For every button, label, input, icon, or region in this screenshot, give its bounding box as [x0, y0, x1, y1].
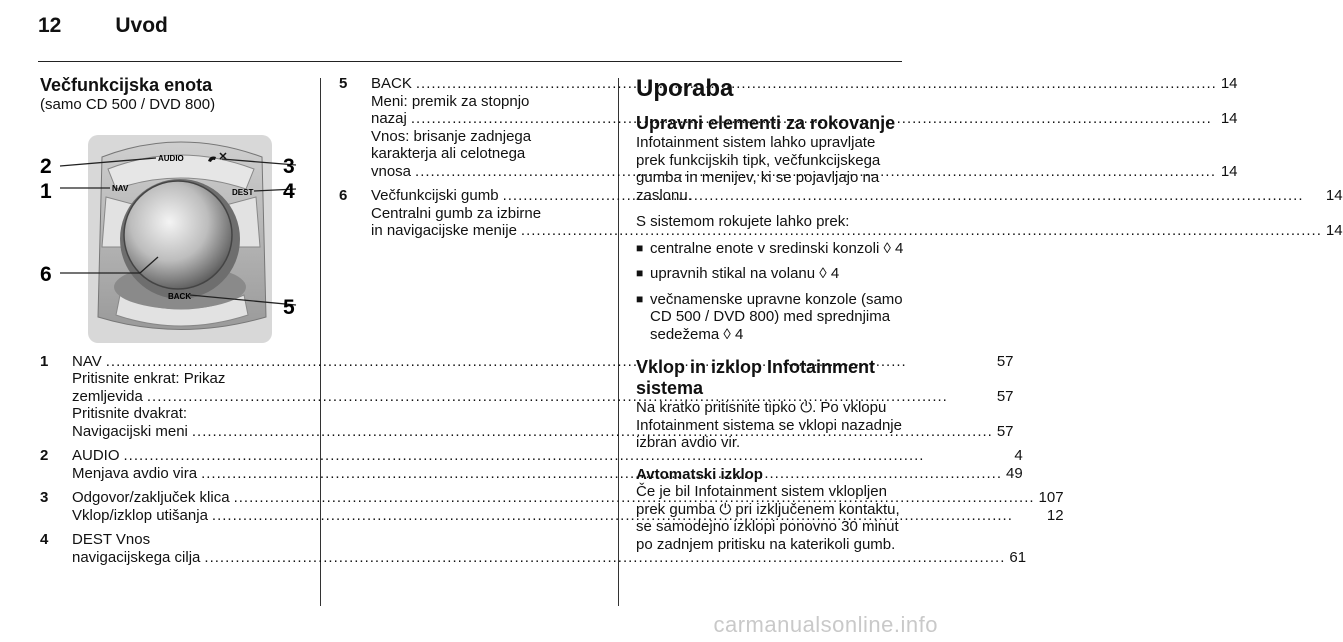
section-subtitle: (samo CD 500 / DVD 800) [40, 96, 216, 113]
page-ref: 57 [996, 352, 1014, 370]
entry-4 [40, 531, 1027, 566]
entry-line: Centralni gumb za izbirne [371, 204, 542, 222]
entry-number: 1 [40, 352, 49, 370]
bullet-item: ■ upravnih stikal na volanu ◊ 4 [636, 265, 840, 282]
page-ref: 107 [1038, 489, 1064, 506]
entry-line: BACK ..... 14 [371, 75, 1238, 93]
entry-line: Večfunkcijski gumb ..... 14 [371, 187, 1343, 205]
subsection-title-power: Vklop in izklop Infotainment sistema [636, 357, 876, 398]
entry-line: DEST Vnos [72, 531, 151, 548]
auto-off-paragraph: Če je bil Infotainment sistem vklopljen prek gumba ⏻ pri izključenem kontaktu, se samodejno izklopi ponovno 30 minut po zadnjem pritisku na katerikoli gumb. [636, 483, 900, 553]
watermark: carmanualsonline.info [713, 612, 938, 637]
column-divider-1 [320, 78, 321, 606]
controls-intro: S sistemom rokujete lahko prek: [636, 213, 850, 230]
entry-line: Menjava avdio vira ..... 49 [72, 465, 1023, 483]
entry-line: Odgovor/zaključek klica ..... 107 [72, 489, 1064, 507]
page-ref: 14 [1220, 162, 1238, 180]
controls-paragraph: Infotainment sistem lahko upravljate prek funkcijskih tipk, večfunkcijskega gumba in menijev, ki se pojavljajo na zaslonu. [636, 134, 881, 204]
page-ref: 14 [1325, 222, 1343, 239]
callout-5: 5 [283, 295, 295, 319]
bullet-square-icon: ■ [636, 240, 644, 255]
page-ref: 4 [1014, 447, 1023, 464]
entry-line: Pritisnite enkrat: Prikaz [72, 370, 226, 387]
entry-number: 5 [339, 75, 348, 92]
dest-button-label: DEST [232, 187, 254, 197]
chapter-title: Uvod [115, 14, 168, 37]
page-header [38, 14, 168, 38]
page-ref: 14 [1325, 187, 1343, 204]
power-paragraph: Na kratko pritisnite tipko ⏻. Po vklopu Infotainment sistema se vklopi nazadnje izbran avdio vir. [636, 399, 902, 451]
page-ref: 57 [996, 387, 1014, 405]
page-ref: 14 [1220, 110, 1238, 127]
entry-line: in navigacijske menije ..... 14 [371, 222, 1343, 240]
right-column [636, 75, 904, 562]
entry-line: AUDIO ..... 4 [72, 447, 1023, 465]
page-ref: 14 [1220, 75, 1238, 92]
entry-line: navigacijskega cilja ..... 61 [72, 549, 1026, 567]
audio-button-label: AUDIO [158, 153, 184, 163]
callout-1: 1 [40, 179, 52, 203]
entry-number: 6 [339, 187, 348, 204]
bullet-item: ■ centralne enote v sredinski konzoli ◊ 4 [636, 239, 904, 257]
entry-line: Pritisnite dvakrat: [72, 405, 188, 422]
entry-line: NAV ..... 57 [72, 353, 1014, 371]
subsection-title-controls: Upravni elementi za rokovanje [636, 113, 896, 133]
entry-number: 3 [40, 489, 49, 506]
entry-number: 4 [40, 531, 49, 548]
entry-line: karakterja ali celotnega [371, 145, 526, 162]
control-unit-illustration [40, 127, 304, 345]
entry-line: vnosa ..... 14 [371, 163, 1238, 181]
entry-line: zemljevida ..... 57 [72, 388, 1014, 406]
bullet-item: ■ večnamenske upravne konzole (samo CD 500 / DVD 800) med sprednjima sedežema ◊ 4 [636, 290, 903, 343]
section-title-multifunction: Večfunkcijska enota [40, 75, 213, 95]
entry-line: nazaj ..... 14 [371, 110, 1238, 128]
control-unit-figure [40, 127, 304, 345]
subsection-title-auto-off: Avtomatski izklop [636, 465, 763, 483]
page-number: 12 [38, 14, 62, 37]
section-title-usage: Uporaba [636, 75, 734, 102]
nav-button-label: NAV [112, 183, 129, 193]
callout-6: 6 [40, 262, 52, 286]
page-ref: 12 [1046, 506, 1064, 524]
bullet-square-icon: ■ [636, 266, 644, 280]
callout-3: 3 [283, 154, 295, 178]
page-ref: 61 [1009, 548, 1027, 566]
header-rule [38, 61, 902, 62]
callout-2: 2 [40, 154, 52, 178]
entry-line: Meni: premik za stopnjo [371, 92, 530, 110]
entry-line: Vnos: brisanje zadnjega [371, 127, 532, 145]
back-button-label: BACK [168, 291, 192, 301]
callout-4: 4 [283, 179, 295, 203]
page-ref: 49 [1006, 464, 1023, 482]
entry-line: Vklop/izklop utišanja ..... 12 [72, 507, 1064, 525]
bullet-square-icon: ■ [636, 291, 644, 306]
entry-number: 2 [40, 447, 49, 464]
entry-line: Navigacijski meni ..... 57 [72, 423, 1014, 441]
page-ref: 57 [996, 422, 1014, 440]
